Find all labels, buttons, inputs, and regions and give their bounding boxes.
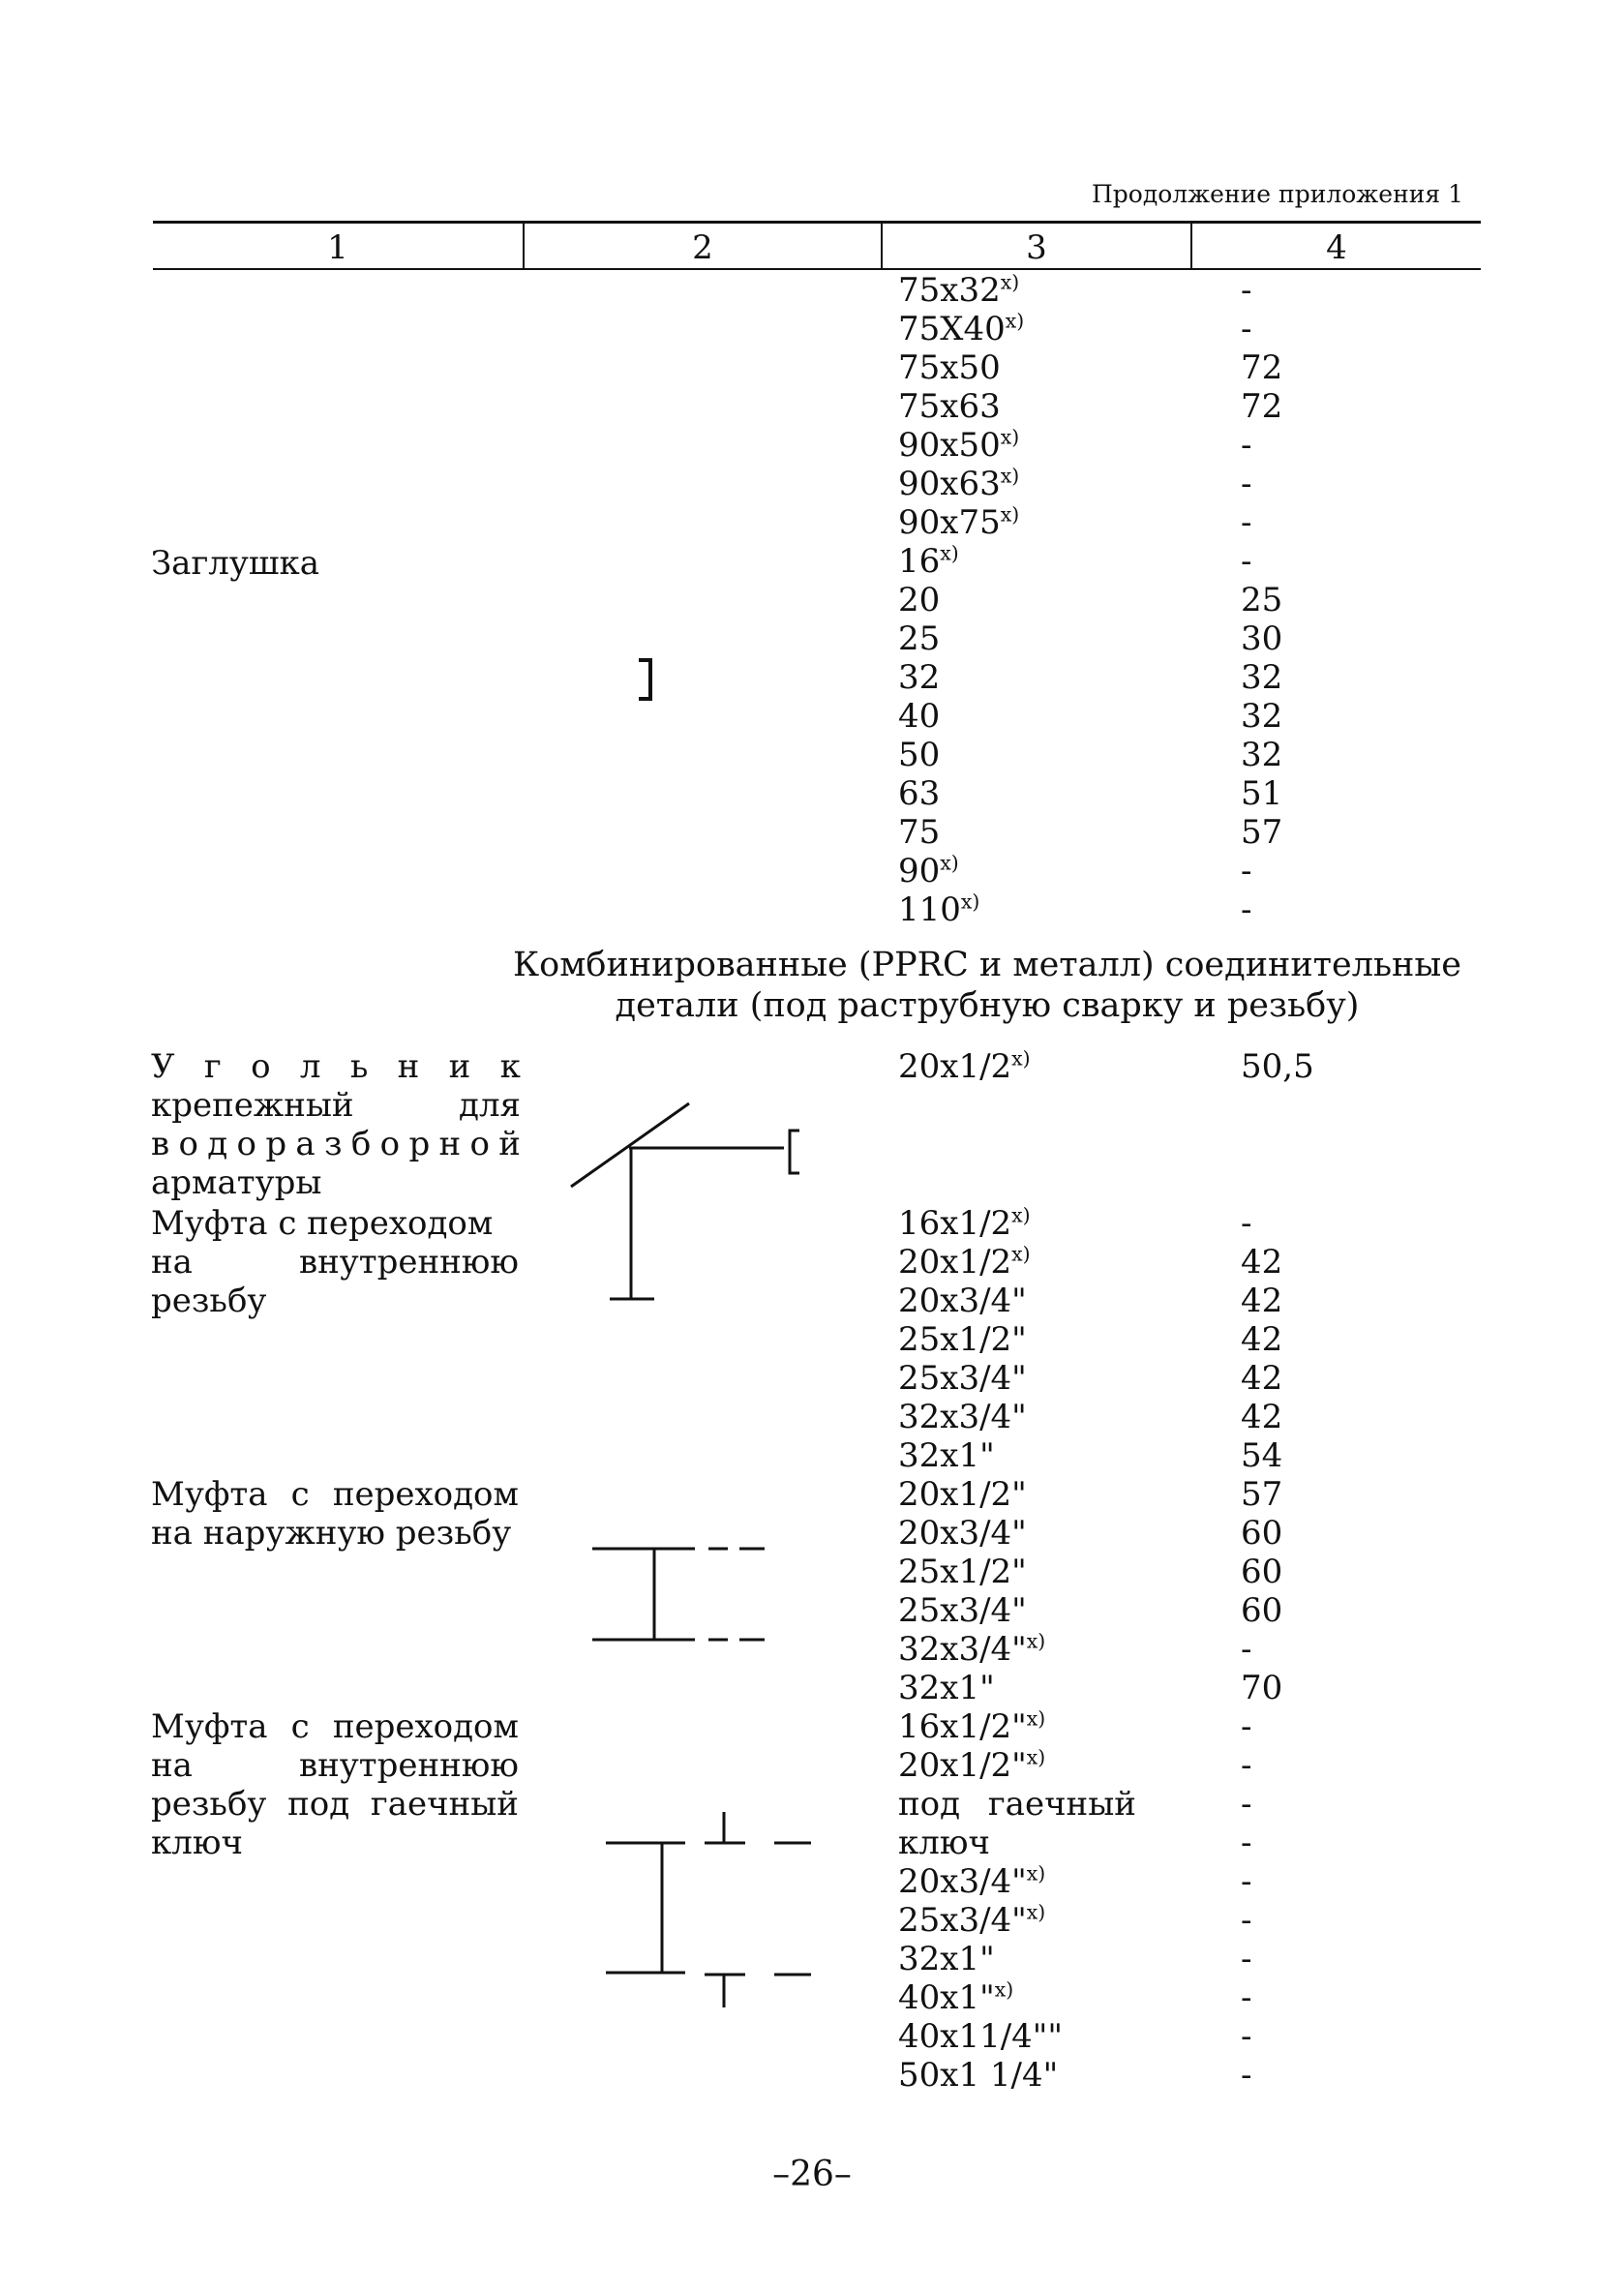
item-name-word: гаечный xyxy=(370,1785,519,1824)
column-header-1: 1 xyxy=(327,228,348,267)
spaced-letter: н xyxy=(397,1047,420,1086)
value-cell: - xyxy=(1241,465,1252,503)
size-cell: 25x1/2" xyxy=(898,1553,1027,1591)
value-cell: 32 xyxy=(1241,697,1283,736)
value-cell: - xyxy=(1241,1746,1252,1785)
footnote-mark: х) xyxy=(1005,309,1025,333)
value-cell: - xyxy=(1241,1901,1252,1940)
value-cell: - xyxy=(1241,2017,1252,2056)
size-cell: 75x50 xyxy=(898,348,1001,387)
value-cell: 42 xyxy=(1241,1359,1283,1398)
value-cell: 32 xyxy=(1241,658,1283,697)
footnote-mark: х) xyxy=(1000,464,1020,488)
size-cell: $90x63^{х)}$ xyxy=(898,464,1020,503)
item-name-word: с xyxy=(290,1475,310,1514)
item-name-word: на xyxy=(151,1746,193,1785)
size-cell: 20x1/2" xyxy=(898,1475,1027,1514)
value-cell: - xyxy=(1241,890,1252,929)
value-cell: - xyxy=(1241,310,1252,348)
footnote-mark: х) xyxy=(994,1977,1014,2002)
value-cell: 51 xyxy=(1241,774,1283,813)
item-name-word: переходом xyxy=(332,1475,519,1514)
spaced-letter: б xyxy=(350,1125,372,1163)
item-name-word: на xyxy=(151,1243,193,1282)
column-header-3: 3 xyxy=(1026,228,1047,267)
size-cell: 50 xyxy=(898,736,941,774)
size-cell: 25x3/4" xyxy=(898,1591,1027,1630)
value-cell: 72 xyxy=(1241,348,1283,387)
item-name-word: с xyxy=(290,1707,310,1746)
spaced-letter: д xyxy=(207,1125,228,1163)
value-cell: - xyxy=(1241,271,1252,310)
size-cell: 25x3/4" xyxy=(898,1359,1027,1398)
size-cell: 16x1/2"$^{х)}$ xyxy=(898,1706,1046,1746)
spaced-letter: н xyxy=(438,1125,462,1163)
item-name-word: Муфта xyxy=(151,1707,268,1746)
spaced-letter: р xyxy=(265,1125,287,1163)
size-cell: $20x1/2^{х)}$ xyxy=(898,1242,1031,1282)
size-cell: $90^{х)}$ xyxy=(898,851,959,890)
size-cell: 20x3/4" xyxy=(898,1514,1027,1553)
footnote-mark: х) xyxy=(1011,1242,1031,1266)
value-cell: - xyxy=(1241,426,1252,465)
value-cell: 42 xyxy=(1241,1398,1283,1436)
size-cell: 32x1" xyxy=(898,1669,995,1707)
spaced-letter: р xyxy=(408,1125,431,1163)
spaced-letter: к xyxy=(499,1047,521,1086)
item-name-word: резьбу xyxy=(151,1785,267,1824)
footnote-mark: х) xyxy=(1026,1900,1046,1924)
value-cell: 25 xyxy=(1241,581,1283,619)
spaced-letter: л xyxy=(299,1047,321,1086)
size-cell: 20x1/2"$^{х)}$ xyxy=(898,1745,1046,1785)
size-cell: 75x63 xyxy=(898,387,1001,426)
footnote-mark: х) xyxy=(1011,1046,1031,1071)
size-cell: 40 xyxy=(898,697,941,736)
value-cell: 30 xyxy=(1241,619,1283,658)
spaced-letter: и xyxy=(448,1047,471,1086)
size-cell: 32x3/4"$^{х)}$ xyxy=(898,1629,1046,1669)
spaced-letter: о xyxy=(379,1125,401,1163)
item-name-line: резьбу xyxy=(151,1282,267,1320)
size-cell: 75 xyxy=(898,813,941,852)
continuation-note: Продолжение приложения 1 xyxy=(1092,180,1464,208)
section-title-line-1: Комбинированные (PPRC и металл) соединительные xyxy=(513,946,1461,984)
spaced-letter: ь xyxy=(349,1047,369,1086)
item-name-line: на наружную резьбу xyxy=(151,1514,512,1553)
value-cell: 32 xyxy=(1241,736,1283,774)
value-cell: - xyxy=(1241,1204,1252,1243)
value-cell: 42 xyxy=(1241,1320,1283,1359)
size-cell: 20 xyxy=(898,581,941,619)
spaced-letter: У xyxy=(151,1047,175,1086)
spaced-letter: о xyxy=(178,1125,198,1163)
column-header-4: 4 xyxy=(1326,228,1347,267)
item-name-word: для xyxy=(459,1086,521,1125)
size-cell: 40x1"$^{х)}$ xyxy=(898,1977,1014,2017)
spaced-letter: а xyxy=(295,1125,316,1163)
footnote-mark: х) xyxy=(1026,1861,1046,1886)
column-header-2: 2 xyxy=(692,228,713,267)
size-cell: $75x32^{х)}$ xyxy=(898,270,1020,310)
value-cell: 42 xyxy=(1241,1243,1283,1282)
size-cell: $90x50^{х)}$ xyxy=(898,425,1020,465)
value-cell: - xyxy=(1241,1707,1252,1746)
value-cell: - xyxy=(1241,1940,1252,1978)
size-cell: 32x1" xyxy=(898,1940,995,1978)
size-cell: 50x1 1/4" xyxy=(898,2056,1059,2095)
value-cell: 57 xyxy=(1241,813,1283,852)
value-cell: - xyxy=(1241,2056,1252,2095)
size-cell: 32x3/4" xyxy=(898,1398,1027,1436)
size-cell: 20x3/4" xyxy=(898,1282,1027,1320)
footnote-mark: х) xyxy=(1000,270,1020,294)
page-number: –26– xyxy=(772,2155,852,2194)
item-name-word: внутреннюю xyxy=(298,1243,519,1282)
size-cell: 40x11/4"" xyxy=(898,2017,1064,2056)
spaced-letter: о xyxy=(469,1125,490,1163)
footnote-mark: х) xyxy=(1011,1203,1031,1227)
size-cell: 25 xyxy=(898,619,941,658)
value-cell: 72 xyxy=(1241,387,1283,426)
value-cell: - xyxy=(1241,852,1252,890)
spaced-letter: о xyxy=(251,1047,271,1086)
value-cell: 50,5 xyxy=(1241,1047,1314,1086)
item-name-zaglushka: Заглушка xyxy=(151,544,320,583)
value-cell: - xyxy=(1241,1785,1252,1824)
item-name-word: внутреннюю xyxy=(298,1746,519,1785)
size-cell: 20x3/4"$^{х)}$ xyxy=(898,1861,1046,1901)
size-cell: 32 xyxy=(898,658,941,697)
section-title-line-2: детали (под раструбную сварку и резьбу) xyxy=(615,986,1360,1025)
footnote-mark: х) xyxy=(1026,1629,1046,1653)
size-cell: $90x75^{х)}$ xyxy=(898,502,1020,542)
value-cell: 57 xyxy=(1241,1475,1283,1514)
size-cell: $16^{х)}$ xyxy=(898,541,959,581)
size-cell: $75X40^{х)}$ xyxy=(898,309,1025,348)
male-thread-coupling-drawing-icon xyxy=(592,1549,765,1640)
spaced-letter: й xyxy=(498,1125,521,1163)
footnote-mark: х) xyxy=(960,890,980,914)
value-cell: - xyxy=(1241,1824,1252,1862)
item-name-word: переходом xyxy=(332,1707,519,1746)
wrench-coupling-drawing-icon xyxy=(606,1812,811,2007)
item-name-word: крепежный xyxy=(151,1086,354,1125)
value-cell: 60 xyxy=(1241,1514,1283,1553)
value-cell: - xyxy=(1241,1978,1252,2017)
value-cell: 70 xyxy=(1241,1669,1283,1707)
footnote-mark: х) xyxy=(1026,1745,1046,1769)
item-name-word: Муфта xyxy=(151,1475,268,1514)
wall-elbow-drawing-icon xyxy=(571,1103,799,1299)
value-cell: - xyxy=(1241,1630,1252,1669)
size-cell: $16x1/2^{х)}$ xyxy=(898,1203,1031,1243)
spaced-letter: в xyxy=(151,1125,170,1163)
size-cell: $20x1/2^{х)}$ xyxy=(898,1046,1031,1086)
value-cell: 54 xyxy=(1241,1436,1283,1475)
item-name-line: Муфта с переходом xyxy=(151,1204,494,1243)
value-cell: 60 xyxy=(1241,1553,1283,1591)
spaced-letter: з xyxy=(323,1125,343,1163)
value-cell: - xyxy=(1241,1862,1252,1901)
value-cell: - xyxy=(1241,542,1252,581)
size-cell: ключ xyxy=(898,1824,990,1862)
footnote-mark: х) xyxy=(1000,502,1020,527)
spaced-letter: о xyxy=(236,1125,256,1163)
footnote-mark: х) xyxy=(1000,425,1020,449)
plug-bracket-icon xyxy=(639,660,650,699)
size-cell: под гаечный xyxy=(898,1785,1136,1824)
size-cell: 25x3/4"$^{х)}$ xyxy=(898,1900,1046,1940)
value-cell: - xyxy=(1241,503,1252,542)
value-cell: 42 xyxy=(1241,1282,1283,1320)
item-name-word: под xyxy=(287,1785,350,1824)
footnote-mark: х) xyxy=(1026,1706,1046,1731)
value-cell: 60 xyxy=(1241,1591,1283,1630)
size-cell: 25x1/2" xyxy=(898,1320,1027,1359)
footnote-mark: х) xyxy=(940,541,959,565)
size-cell: $110^{х)}$ xyxy=(898,890,980,929)
footnote-mark: х) xyxy=(940,851,959,875)
size-cell: 63 xyxy=(898,774,941,813)
item-name-line: ключ xyxy=(151,1824,243,1862)
spaced-letter: г xyxy=(203,1047,222,1086)
size-cell: 32x1" xyxy=(898,1436,995,1475)
item-name-line: арматуры xyxy=(151,1163,322,1202)
